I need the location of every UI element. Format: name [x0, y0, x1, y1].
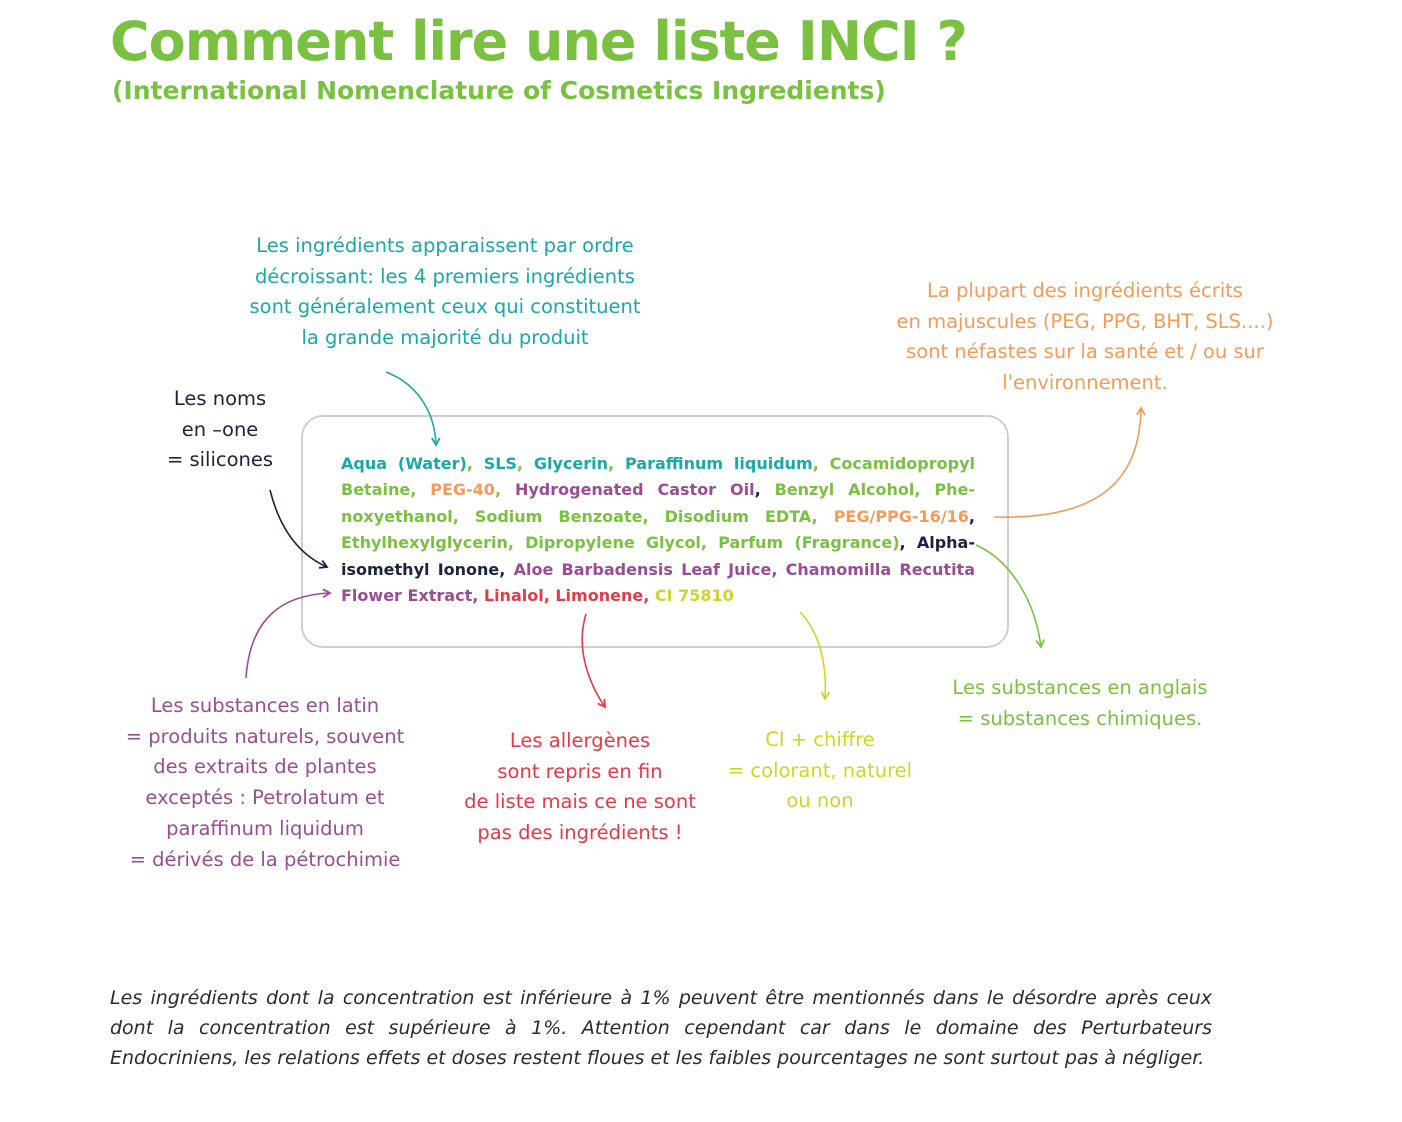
- inci-separator: ,: [494, 480, 515, 500]
- note-line: ou non: [786, 789, 854, 813]
- footnote: Les ingrédients dont la concentration est inférieure à 1% peuvent être mentionnés dans le désordre après ceux dont la concentration est supérieure à 1%. Attention cependant car dans le domaine des Perturbateurs Endocriniens, les relations effets et doses restent floues et les faibles pourcentages ne sont surtout pas à négliger.: [110, 987, 1212, 1069]
- inci-glycerin: Glycerin: [533, 454, 609, 473]
- inci-separator: ,: [811, 506, 834, 526]
- inci-paraffinum: Paraffinum liquidum: [624, 454, 813, 473]
- note-line: = produits naturels, souvent: [125, 724, 405, 748]
- note-line: sont repris en fin: [497, 759, 663, 783]
- inci-separator: ,: [608, 454, 625, 473]
- inci-separator: ,: [968, 506, 975, 526]
- arrow-allergens: [582, 614, 605, 707]
- page-title: Comment lire une liste INCI ?: [110, 10, 967, 73]
- note-line: Les substances en latin: [150, 694, 380, 717]
- note-line: = silicones: [166, 448, 274, 472]
- inci-separator: ,: [466, 454, 484, 473]
- note-line: Les allergènes: [509, 729, 651, 752]
- inci-separator: ,: [499, 559, 514, 579]
- inci-separator: ,: [472, 586, 484, 606]
- note-line: = colorant, naturel: [727, 758, 913, 782]
- inci-castor-oil: Hydrogenated Castor Oil: [514, 480, 755, 500]
- note-line: Les noms: [173, 387, 267, 410]
- note-line: CI + chiffre: [765, 728, 875, 751]
- note-line: la grande majorité du produit: [301, 326, 589, 350]
- note-line: = substances chimiques.: [957, 706, 1203, 730]
- inci-aloe-chamomilla: Aloe Barbadensis Leaf Juice, Chamomilla Recutita Flower Extract: [341, 559, 975, 606]
- inci-alpha-isomethyl-ionone: Alpha-isomethyl Ionone: [341, 533, 975, 579]
- page-subtitle: (International Nomenclature of Cosmetics Ingredients): [112, 76, 886, 105]
- inci-separator: ,: [812, 454, 830, 473]
- inci-sls: SLS: [483, 454, 517, 473]
- inci-peg40: PEG-40: [430, 480, 495, 500]
- arrow-uppercase: [994, 408, 1141, 517]
- note-line: exceptés : Petrolatum et: [145, 786, 385, 810]
- inci-separator: ,: [899, 533, 917, 553]
- note-line: Les ingrédients apparaissent par ordre: [256, 234, 634, 257]
- inci-separator: ,: [754, 480, 775, 500]
- inci-cocamidopropyl: Cocamidopropyl Betaine: [341, 454, 975, 500]
- note-line: en –one: [181, 417, 259, 441]
- inci-peg-ppg: PEG/PPG-16/16: [833, 506, 969, 526]
- arrow-ci: [800, 612, 825, 699]
- note-line: de liste mais ce ne sont: [464, 790, 696, 814]
- inci-aqua: Aqua (Water): [341, 454, 467, 473]
- note-line: La plupart des ingrédients écrits: [927, 279, 1243, 302]
- note-line: des extraits de plantes: [153, 755, 377, 779]
- arrow-english: [976, 545, 1041, 647]
- inci-separator: ,: [516, 454, 534, 473]
- inci-separator: ,: [410, 480, 431, 500]
- arrow-order: [386, 372, 436, 445]
- inci-allergens: Linalol, Limonene: [483, 586, 644, 606]
- note-line: paraffinum liquidum: [166, 816, 364, 840]
- inci-benzyl-group: Benzyl Alcohol, Phe-noxyethanol, Sodium Benzoate, Disodium EDTA: [341, 480, 976, 526]
- inci-separator: ,: [643, 586, 655, 606]
- arrow-latin: [246, 593, 330, 678]
- note-line: décroissant: les 4 premiers ingrédients: [255, 264, 635, 288]
- note-line: sont généralement ceux qui constituent: [249, 295, 641, 319]
- arrow-silicones: [270, 490, 327, 567]
- note-line: = dérivés de la pétrochimie: [129, 847, 401, 871]
- inci-ci-colorant: CI 75810: [654, 586, 734, 606]
- note-line: sont néfastes sur la santé et / ou sur: [906, 340, 1264, 364]
- inci-ethylhexyl-group: Ethylhexylglycerin, Dipropylene Glycol, Parfum (Fragrance): [341, 533, 900, 553]
- note-line: pas des ingrédients !: [477, 821, 683, 845]
- note-line: l'environnement.: [1002, 371, 1168, 395]
- note-line: en majuscules (PEG, PPG, BHT, SLS....): [896, 309, 1274, 333]
- note-line: Les substances en anglais: [952, 676, 1208, 699]
